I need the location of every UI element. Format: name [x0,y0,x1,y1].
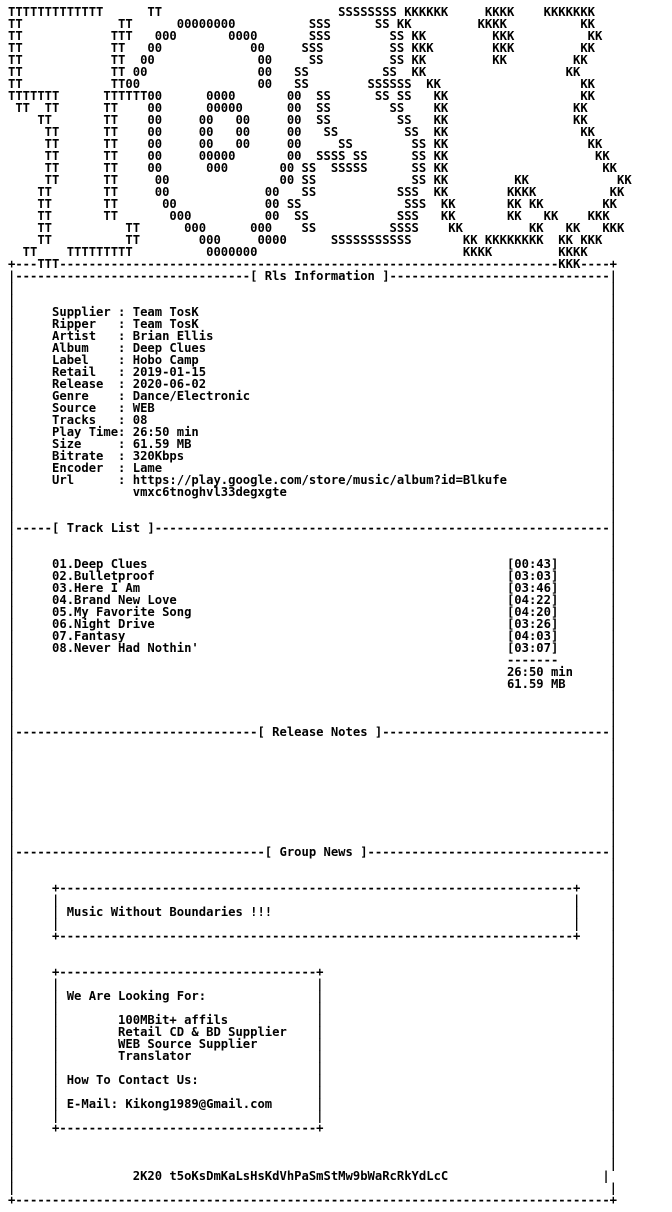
nfo-line: +---------------------------------------------------------------------------------+ [8,1193,618,1207]
nfo-line: | Supplier : Team TosK | [8,305,618,319]
nfo-line: | 03.Here I Am [03:46] | [8,581,618,595]
nfo-line: | 26:50 min | [8,665,618,679]
nfo-line: | | [8,533,618,547]
nfo-line: | | Translator | | [8,1049,618,1063]
nfo-line: | | [8,833,618,847]
nfo-line: TT TT 00 00 00 00 SS SS KK KK [8,137,603,151]
nfo-line: TTTTTTTTTTTTT TT SSSSSSSS KKKKKK KKKK KKKKKKK [8,5,595,19]
nfo-line: +---TTT--------------------------------------------------------------------KKK----+ [8,257,618,271]
nfo-line: | +-----------------------------------+ | [8,965,618,979]
nfo-line: | | Music Without Boundaries !!! | | [8,905,618,919]
nfo-line: | | [8,941,618,955]
nfo-line: | +----------------------------------------------------------------------+ | [8,881,618,895]
nfo-line: | Url : https://play.google.com/store/music/album?id=Blkufe | [8,473,618,487]
nfo-line: TT TT 00 00 00 00 SS SS KK KK [8,113,588,127]
nfo-line: | Bitrate : 320Kbps | [8,449,618,463]
nfo-line: | | [8,1157,618,1171]
nfo-line: | | [8,869,618,883]
nfo-line: TT TT 000 000 SS SSSS KK KK KK KKK [8,221,625,235]
nfo-line: | | [8,293,618,307]
nfo-line: | | [8,1133,618,1147]
nfo-line: | | [8,1145,618,1159]
nfo-line: | | [8,737,618,751]
nfo-line: | Ripper : Team TosK | [8,317,618,331]
nfo-line: | | | | [8,1085,618,1099]
nfo-line: TT TT00 00 SS SSSSSS KK KK [8,77,595,91]
nfo-line: | Release : 2020-06-02 | [8,377,618,391]
nfo-line: | 05.My Favorite Song [04:20] | [8,605,618,619]
nfo-line: TT TT 00 00 SS SSS KK KK KK KK [8,197,618,211]
nfo-line: | | Retail CD & BD Supplier | | [8,1025,618,1039]
nfo-line: | Size : 61.59 MB | [8,437,618,451]
nfo-line: | | We Are Looking For: | | [8,989,618,1003]
nfo-line: | 08.Never Had Nothin' [03:07] | [8,641,618,655]
nfo-line: | 07.Fantasy [04:03] | [8,629,618,643]
nfo-line: TT TT 00 00 SS SS KK KK KK [8,53,588,67]
nfo-line: | | | | [8,1001,618,1015]
nfo-line: |----------------------------------[ Group News ]---------------------------------| [8,845,618,859]
nfo-line: | | [8,857,618,871]
nfo-line: | 2K20 t5oKsDmKaLsHsKdVhPaSmStMw9bWaRcRkYdLcC | [8,1169,610,1183]
nfo-line: TT TT 00000000 SSS SS KK KKKK KK [8,17,595,31]
nfo-line: | | [8,749,618,763]
nfo-line: | | [8,785,618,799]
nfo-line: | 01.Deep Clues [00:43] | [8,557,618,571]
nfo-line: | | [8,953,618,967]
nfo-line: TT TTT 000 0000 SSS SS KK KKK KK [8,29,603,43]
nfo-line: | | 100MBit+ affils | | [8,1013,618,1027]
nfo-line: TT TT 00 00 SS SS KK KK [8,65,581,79]
nfo-line: | | [8,809,618,823]
nfo-line: | | E-Mail: Kikong1989@Gmail.com | | [8,1097,618,1111]
nfo-line: | | [8,761,618,775]
nfo-line: TT TT 00 00 SS SS KK KK KK [8,173,632,187]
nfo-line: | Genre : Dance/Electronic | [8,389,618,403]
nfo-line: |---------------------------------[ Release Notes ]-------------------------------| [8,725,618,739]
nfo-line: | | | | [8,893,618,907]
nfo-line: | Label : Hobo Camp | [8,353,618,367]
nfo-line: | | | | [8,917,618,931]
nfo-line: TT TT 00 00 00 00 SS SS KK KK [8,125,595,139]
nfo-line: | | [8,701,618,715]
nfo-line: TT TT 000 00 SS SSS KK KK KK KKK [8,209,610,223]
nfo-line: | 61.59 MB | [8,677,618,691]
nfo-line: | Artist : Brian Ellis | [8,329,618,343]
nfo-line: | +----------------------------------------------------------------------+ | [8,929,618,943]
nfo-line: | | [8,821,618,835]
nfo-line: | | How To Contact Us: | | [8,1073,618,1087]
nfo-line: | ------- | [8,653,618,667]
nfo-line: TT TT 000 0000 SSSSSSSSSSS KK KKKKKKKK KK KKK [8,233,603,247]
nfo-line: TT TTTTTTTTT 0000000 KKKK KKKK [8,245,588,259]
nfo-line: | | WEB Source Supplier | | [8,1037,618,1051]
nfo-line: | | [8,689,618,703]
nfo-line: TTTTTTT TTTTTT00 0000 00 SS SS SS KK KK [8,89,595,103]
nfo-line: | +-----------------------------------+ | [8,1121,618,1135]
nfo-line: | Source : WEB | [8,401,618,415]
nfo-line: | | [8,773,618,787]
nfo-line: | Retail : 2019-01-15 | [8,365,618,379]
nfo-line: | 04.Brand New Love [04:22] | [8,593,618,607]
nfo-line: | Tracks : 08 | [8,413,618,427]
nfo-line: | | [8,713,618,727]
nfo-line: | Encoder : Lame | [8,461,618,475]
nfo-line: | | [8,509,618,523]
nfo-line: |-----[ Track List ]--------------------------------------------------------------| [8,521,618,535]
nfo-line: | Album : Deep Clues | [8,341,618,355]
nfo-line: | 06.Night Drive [03:26] | [8,617,618,631]
nfo-line: | | [8,281,618,295]
nfo-line: TT TT TT 00 00000 00 SS SS KK KK [8,101,588,115]
nfo-line: | vmxc6tnoghvl33degxgte | [8,485,618,499]
nfo-line: | | | | [8,977,618,991]
nfo-line: | | | | [8,1109,618,1123]
nfo-line: | Play Time: 26:50 min | [8,425,618,439]
nfo-line: | | | | [8,1061,618,1075]
nfo-line: | | [8,545,618,559]
nfo-line: | | [8,497,618,511]
nfo-line: TT TT 00 00 SS SSS KK KKKK KK [8,185,625,199]
nfo-line: TT TT 00 000 00 SS SSSSS SS KK KK [8,161,618,175]
nfo-line: | | [8,797,618,811]
nfo-line: TT TT 00 00 SSS SS KKK KKK KK [8,41,595,55]
nfo-line: | | [8,1181,618,1195]
nfo-line: | 02.Bulletproof [03:03] | [8,569,618,583]
nfo-line: |--------------------------------[ Rls Information ]------------------------------| [8,269,618,283]
nfo-line: TT TT 00 00000 00 SSSS SS SS KK KK [8,149,610,163]
